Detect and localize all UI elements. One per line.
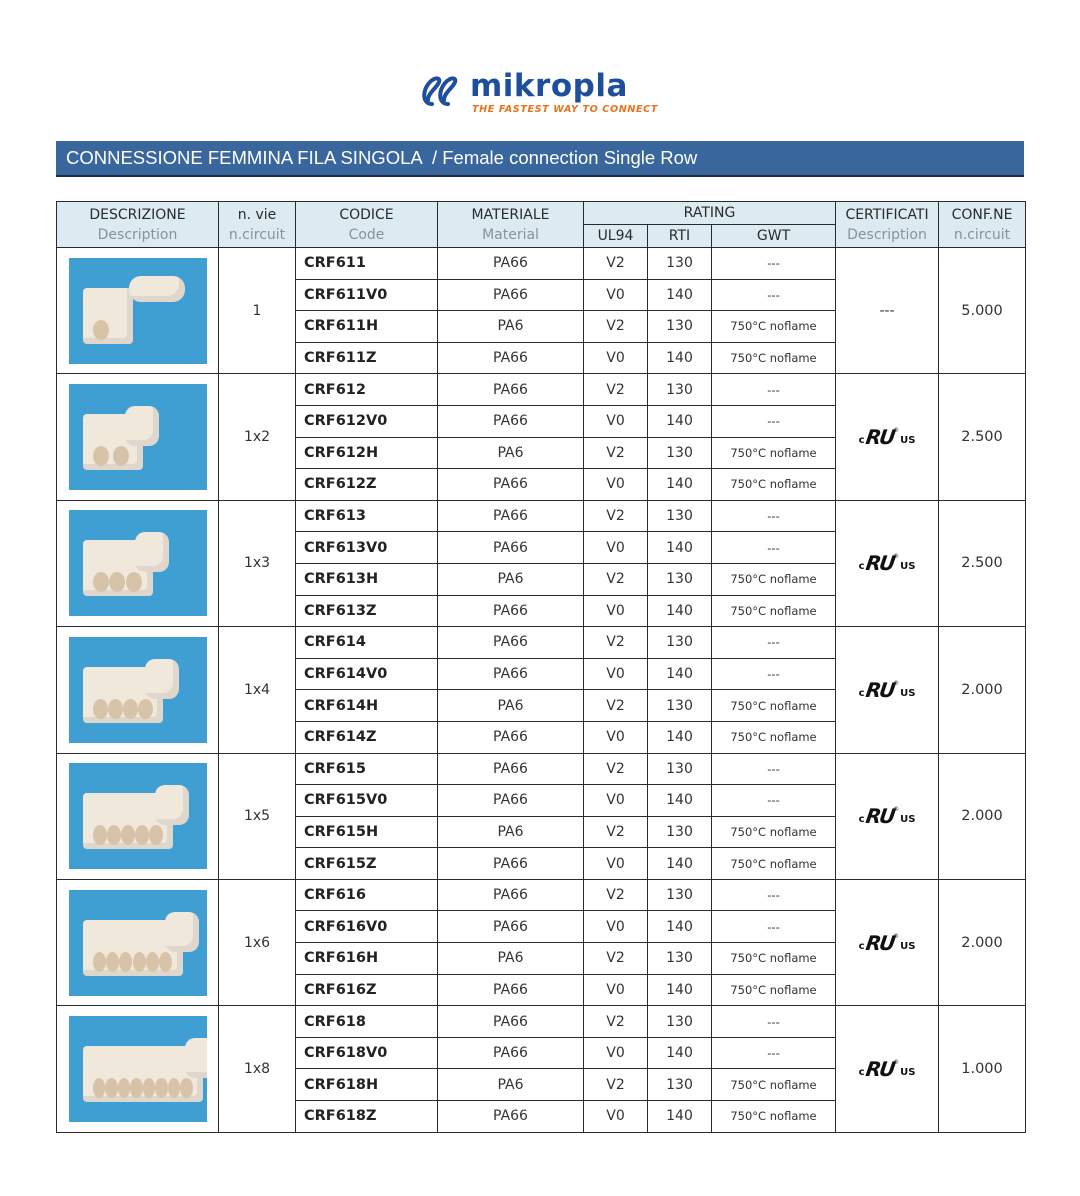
gwt-cell: 750°C noflame (712, 437, 836, 469)
packaging-qty-cell: 2.000 (939, 753, 1026, 879)
rti-cell: 130 (648, 943, 712, 975)
header-sub: n.circuit (953, 227, 1011, 243)
gwt-cell: --- (712, 627, 836, 659)
circuits-cell: 1x5 (219, 753, 296, 879)
gwt-cell: 750°C noflame (712, 1069, 836, 1101)
material-cell: PA66 (438, 627, 584, 659)
gwt-cell: 750°C noflame (712, 563, 836, 595)
product-image-cell (57, 1006, 219, 1132)
ul94-cell: V0 (584, 658, 648, 690)
product-code: CRF615V0 (296, 785, 438, 817)
rti-cell: 130 (648, 753, 712, 785)
header-sub: Description (97, 227, 178, 243)
col-header-gwt: GWT (712, 225, 836, 248)
cULus-icon: c RU ® US (858, 1056, 916, 1081)
material-cell: PA66 (438, 974, 584, 1006)
header-main: CODICE (339, 207, 394, 223)
ul94-cell: V0 (584, 848, 648, 880)
gwt-cell: --- (712, 911, 836, 943)
gwt-cell: --- (712, 1006, 836, 1038)
ul94-cell: V2 (584, 500, 648, 532)
ul94-cell: V0 (584, 1101, 648, 1133)
rti-cell: 130 (648, 437, 712, 469)
ul94-cell: V0 (584, 785, 648, 817)
material-cell: PA66 (438, 1101, 584, 1133)
gwt-cell: 750°C noflame (712, 848, 836, 880)
certificate-cell (836, 879, 939, 1005)
ul94-cell: V0 (584, 595, 648, 627)
rti-cell: 140 (648, 342, 712, 374)
ul94-cell: V0 (584, 469, 648, 501)
ul94-cell: V2 (584, 563, 648, 595)
certificate-cell (836, 1006, 939, 1132)
gwt-cell: 750°C noflame (712, 342, 836, 374)
product-code: CRF613Z (296, 595, 438, 627)
gwt-cell: --- (712, 753, 836, 785)
rti-cell: 140 (648, 1037, 712, 1069)
ul94-cell: V2 (584, 1069, 648, 1101)
ul94-cell: V0 (584, 405, 648, 437)
rti-cell: 140 (648, 974, 712, 1006)
connector-2-way-photo (69, 384, 207, 490)
product-image-cell (57, 753, 219, 879)
rti-cell: 130 (648, 248, 712, 280)
brand-name: mikropla (470, 68, 628, 104)
product-code: CRF618 (296, 1006, 438, 1038)
product-table-body (57, 248, 1026, 1133)
material-cell: PA66 (438, 500, 584, 532)
ul94-cell: V2 (584, 627, 648, 659)
ul94-cell: V0 (584, 1037, 648, 1069)
col-header-circuits (219, 202, 296, 248)
gwt-cell: --- (712, 279, 836, 311)
table-row (57, 248, 1026, 280)
product-code: CRF612Z (296, 469, 438, 501)
material-cell: PA66 (438, 532, 584, 564)
packaging-qty-cell: 1.000 (939, 1006, 1026, 1132)
gwt-cell: --- (712, 405, 836, 437)
header-main: CERTIFICATI (845, 207, 929, 223)
material-cell: PA66 (438, 279, 584, 311)
certificate-cell (836, 500, 939, 626)
product-code: CRF611V0 (296, 279, 438, 311)
product-code: CRF616V0 (296, 911, 438, 943)
ul94-cell: V0 (584, 342, 648, 374)
gwt-cell: 750°C noflame (712, 721, 836, 753)
brand-tagline: THE FASTEST WAY TO CONNECT (472, 104, 658, 115)
rti-cell: 140 (648, 1101, 712, 1133)
product-code: CRF615Z (296, 848, 438, 880)
rti-cell: 140 (648, 785, 712, 817)
material-cell: PA6 (438, 437, 584, 469)
product-code: CRF612H (296, 437, 438, 469)
section-title: CONNESSIONE FEMMINA FILA SINGOLA / Female connection Single Row (66, 147, 698, 168)
material-cell: PA66 (438, 374, 584, 406)
material-cell: PA66 (438, 1006, 584, 1038)
rti-cell: 130 (648, 1069, 712, 1101)
connector-1-way-photo (69, 258, 207, 364)
connector-8-way-photo (69, 1016, 207, 1122)
table-row (57, 627, 1026, 659)
product-image-cell (57, 248, 219, 374)
product-code: CRF616 (296, 879, 438, 911)
material-cell: PA66 (438, 911, 584, 943)
product-code: CRF615H (296, 816, 438, 848)
cULus-icon: c RU ® US (858, 551, 916, 576)
material-cell: PA66 (438, 248, 584, 280)
material-cell: PA66 (438, 1037, 584, 1069)
material-cell: PA66 (438, 405, 584, 437)
ul94-cell: V2 (584, 1006, 648, 1038)
ul94-cell: V0 (584, 721, 648, 753)
rti-cell: 140 (648, 469, 712, 501)
col-header-packaging (939, 202, 1026, 248)
packaging-qty-cell: 2.500 (939, 374, 1026, 500)
col-header-rating: RATING (584, 202, 836, 225)
rti-cell: 130 (648, 500, 712, 532)
certificate-cell (836, 627, 939, 753)
product-code: CRF614Z (296, 721, 438, 753)
col-header-description (57, 202, 219, 248)
connector-3-way-photo (69, 510, 207, 616)
material-cell: PA66 (438, 879, 584, 911)
ul94-cell: V0 (584, 911, 648, 943)
product-image-cell (57, 374, 219, 500)
circuits-cell: 1 (219, 248, 296, 374)
ul94-cell: V0 (584, 279, 648, 311)
ul94-cell: V2 (584, 374, 648, 406)
gwt-cell: --- (712, 500, 836, 532)
circuits-cell: 1x4 (219, 627, 296, 753)
ul94-cell: V2 (584, 879, 648, 911)
gwt-cell: 750°C noflame (712, 690, 836, 722)
material-cell: PA66 (438, 753, 584, 785)
material-cell: PA66 (438, 658, 584, 690)
product-code: CRF613H (296, 563, 438, 595)
product-code: CRF611Z (296, 342, 438, 374)
product-code: CRF616Z (296, 974, 438, 1006)
header-sub: Description (847, 227, 927, 243)
gwt-cell: --- (712, 785, 836, 817)
connector-4-way-photo (69, 637, 207, 743)
rti-cell: 130 (648, 627, 712, 659)
circuits-cell: 1x2 (219, 374, 296, 500)
mikropla-logo (418, 66, 658, 122)
cULus-icon: c RU ® US (858, 425, 916, 450)
product-code: CRF613V0 (296, 532, 438, 564)
rti-cell: 140 (648, 532, 712, 564)
product-code: CRF618H (296, 1069, 438, 1101)
header-main: DESCRIZIONE (89, 207, 186, 223)
material-cell: PA66 (438, 721, 584, 753)
material-cell: PA6 (438, 816, 584, 848)
gwt-cell: --- (712, 374, 836, 406)
cULus-icon: c RU ® US (858, 930, 916, 955)
packaging-qty-cell: 2.000 (939, 879, 1026, 1005)
material-cell: PA66 (438, 342, 584, 374)
col-header-material (438, 202, 584, 248)
circuits-cell: 1x6 (219, 879, 296, 1005)
cULus-icon: c RU ® US (858, 804, 916, 829)
rti-cell: 130 (648, 374, 712, 406)
header-main: CONF.NE (951, 207, 1013, 223)
gwt-cell: --- (712, 532, 836, 564)
certificate-cell (836, 374, 939, 500)
header-main: MATERIALE (471, 207, 550, 223)
table-row (57, 374, 1026, 406)
ul94-cell: V2 (584, 311, 648, 343)
rti-cell: 140 (648, 848, 712, 880)
product-code: CRF614 (296, 627, 438, 659)
header-sub: Material (482, 227, 539, 243)
connector-5-way-photo (69, 763, 207, 869)
gwt-cell: 750°C noflame (712, 1101, 836, 1133)
col-header-rti: RTI (648, 225, 712, 248)
material-cell: PA6 (438, 690, 584, 722)
circuits-cell: 1x3 (219, 500, 296, 626)
connector-6-way-photo (69, 890, 207, 996)
rti-cell: 130 (648, 879, 712, 911)
product-code: CRF618Z (296, 1101, 438, 1133)
certificate-cell (836, 753, 939, 879)
product-code: CRF613 (296, 500, 438, 532)
gwt-cell: 750°C noflame (712, 943, 836, 975)
material-cell: PA66 (438, 469, 584, 501)
gwt-cell: --- (712, 1037, 836, 1069)
rti-cell: 140 (648, 721, 712, 753)
gwt-cell: 750°C noflame (712, 974, 836, 1006)
product-code: CRF612V0 (296, 405, 438, 437)
section-title-bar (56, 141, 1024, 177)
logo-swirl-icon (418, 70, 468, 110)
product-image-cell (57, 879, 219, 1005)
col-header-code (296, 202, 438, 248)
packaging-qty-cell: 2.500 (939, 500, 1026, 626)
packaging-qty-cell: 2.000 (939, 627, 1026, 753)
table-row (57, 1006, 1026, 1038)
table-row (57, 753, 1026, 785)
cULus-icon: c RU ® US (858, 677, 916, 702)
ul94-cell: V0 (584, 532, 648, 564)
rti-cell: 140 (648, 911, 712, 943)
rti-cell: 140 (648, 658, 712, 690)
product-code: CRF618V0 (296, 1037, 438, 1069)
gwt-cell: --- (712, 879, 836, 911)
packaging-qty-cell: 5.000 (939, 248, 1026, 374)
material-cell: PA66 (438, 848, 584, 880)
ul94-cell: V2 (584, 753, 648, 785)
rti-cell: 130 (648, 816, 712, 848)
rti-cell: 130 (648, 690, 712, 722)
gwt-cell: 750°C noflame (712, 311, 836, 343)
material-cell: PA66 (438, 785, 584, 817)
rti-cell: 140 (648, 279, 712, 311)
product-code: CRF615 (296, 753, 438, 785)
header-sub: n.circuit (228, 227, 286, 243)
product-code: CRF614H (296, 690, 438, 722)
gwt-cell: --- (712, 658, 836, 690)
col-header-certificates (836, 202, 939, 248)
ul94-cell: V2 (584, 437, 648, 469)
material-cell: PA6 (438, 311, 584, 343)
table-row (57, 500, 1026, 532)
rti-cell: 130 (648, 311, 712, 343)
ul94-cell: V2 (584, 943, 648, 975)
certificate-cell: --- (836, 248, 939, 374)
material-cell: PA6 (438, 1069, 584, 1101)
product-image-cell (57, 627, 219, 753)
circuits-cell: 1x8 (219, 1006, 296, 1132)
gwt-cell: 750°C noflame (712, 816, 836, 848)
header-sub: Code (348, 227, 385, 243)
rti-cell: 130 (648, 1006, 712, 1038)
ul94-cell: V2 (584, 248, 648, 280)
table-row (57, 879, 1026, 911)
product-table (56, 201, 1026, 1133)
rti-cell: 130 (648, 563, 712, 595)
gwt-cell: 750°C noflame (712, 595, 836, 627)
gwt-cell: 750°C noflame (712, 469, 836, 501)
material-cell: PA6 (438, 943, 584, 975)
product-image-cell (57, 500, 219, 626)
ul94-cell: V2 (584, 690, 648, 722)
col-header-ul94: UL94 (584, 225, 648, 248)
header-main: n. vie (237, 207, 277, 223)
gwt-cell: --- (712, 248, 836, 280)
product-code: CRF614V0 (296, 658, 438, 690)
product-code: CRF611 (296, 248, 438, 280)
ul94-cell: V0 (584, 974, 648, 1006)
product-code: CRF612 (296, 374, 438, 406)
product-code: CRF616H (296, 943, 438, 975)
rti-cell: 140 (648, 405, 712, 437)
material-cell: PA66 (438, 595, 584, 627)
rti-cell: 140 (648, 595, 712, 627)
product-code: CRF611H (296, 311, 438, 343)
ul94-cell: V2 (584, 816, 648, 848)
material-cell: PA6 (438, 563, 584, 595)
